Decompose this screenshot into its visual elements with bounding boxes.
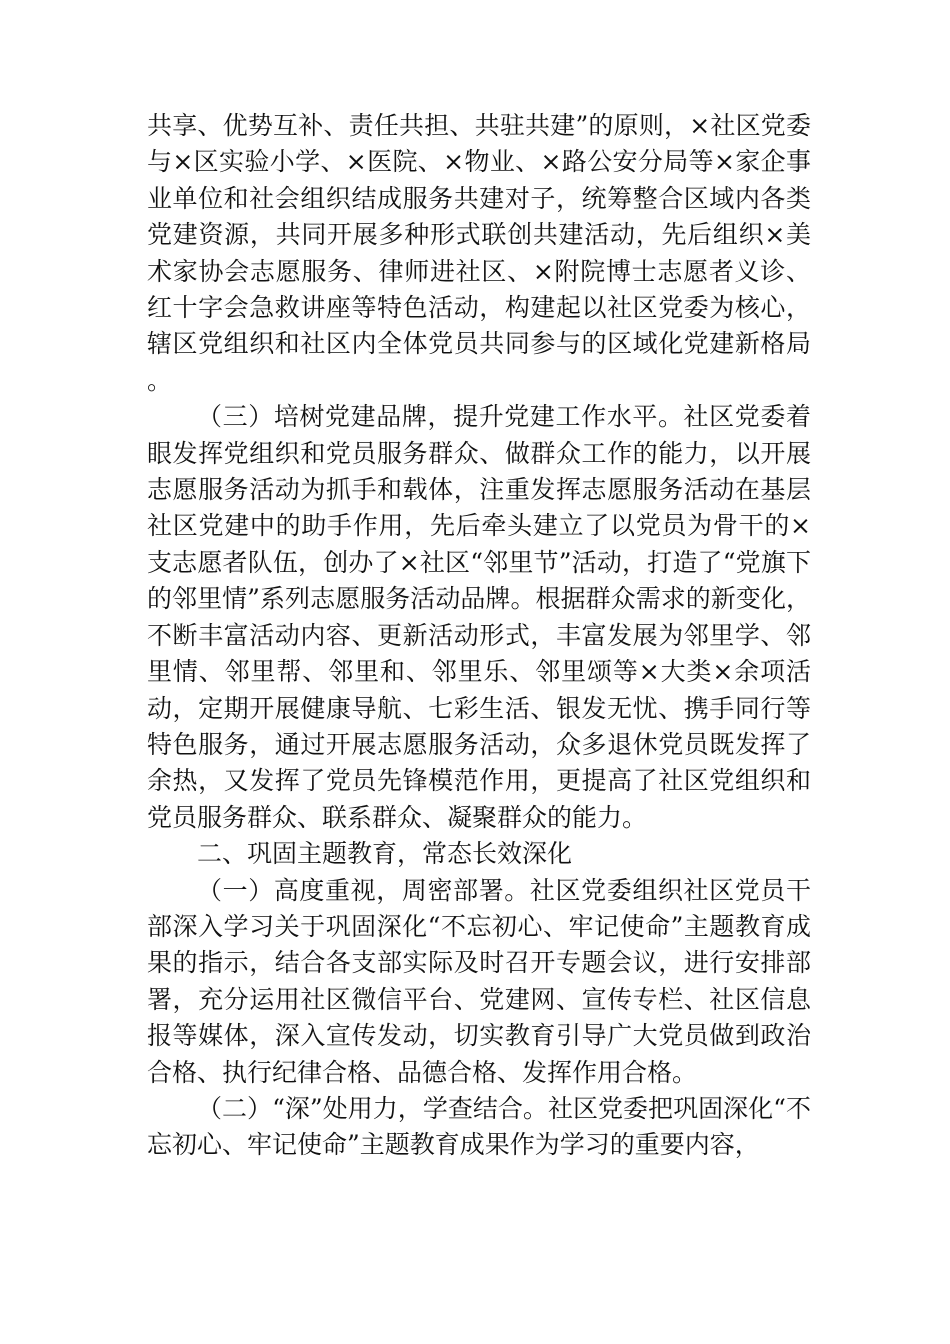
paragraph-3: （一）高度重视，周密部署。社区党委组织社区党员干部深入学习关于巩固深化“不忘初心、牢记使命”主题教育成果的指示，结合各支部实际及时召开专题会议，进行安排部署，充分运用社区微信平台、党建网、宣传专栏、社区信息报等媒体，深入宣传发动，切实教育引导广大党员做到政治合格、执行纪律合格、品德合格、发挥作用合格。 — [147, 875, 811, 1087]
section-heading: 二、巩固主题教育，常态长效深化 — [197, 839, 573, 869]
document-page — [147, 108, 811, 1164]
paragraph-2: （三）培树党建品牌，提升党建工作水平。社区党委着眼发挥党组织和党员服务群众、做群众工作的能力，以开展志愿服务活动为抓手和载体，注重发挥志愿服务活动在基层社区党建中的助手作用，先后牵头建立了以党员为骨干的×支志愿者队伍，创办了×社区“邻里节”活动，打造了“党旗下的邻里情”系列志愿服务活动品牌。根据群众需求的新变化，不断丰富活动内容、更新活动形式，丰富发展为邻里学、邻里情、邻里帮、邻里和、邻里乐、邻里颂等×大类×余项活动，定期开展健康导航、七彩生活、银发无忧、携手同行等特色服务，通过开展志愿服务活动，众多退休党员既发挥了余热，又发挥了党员先锋模范作用，更提高了社区党组织和党员服务群众、联系群众、凝聚群众的能力。 — [147, 402, 811, 832]
paragraph-4: （二）“深”处用力，学查结合。社区党委把巩固深化“不忘初心、牢记使命”主题教育成果作为学习的重要内容， — [147, 1093, 811, 1160]
paragraph-1: 共享、优势互补、责任共担、共驻共建”的原则，×社区党委与×区实验小学、×医院、×物业、×路公安分局等×家企事业单位和社会组织结成服务共建对子，统筹整合区域内各类党建资源，共同开展多种形式联创共建活动，先后组织×美术家协会志愿服务、律师进社区、×附院博士志愿者义诊、红十字会急救讲座等特色活动，构建起以社区党委为核心，辖区党组织和社区内全体党员共同参与的区域化党建新格局。 — [147, 111, 811, 395]
